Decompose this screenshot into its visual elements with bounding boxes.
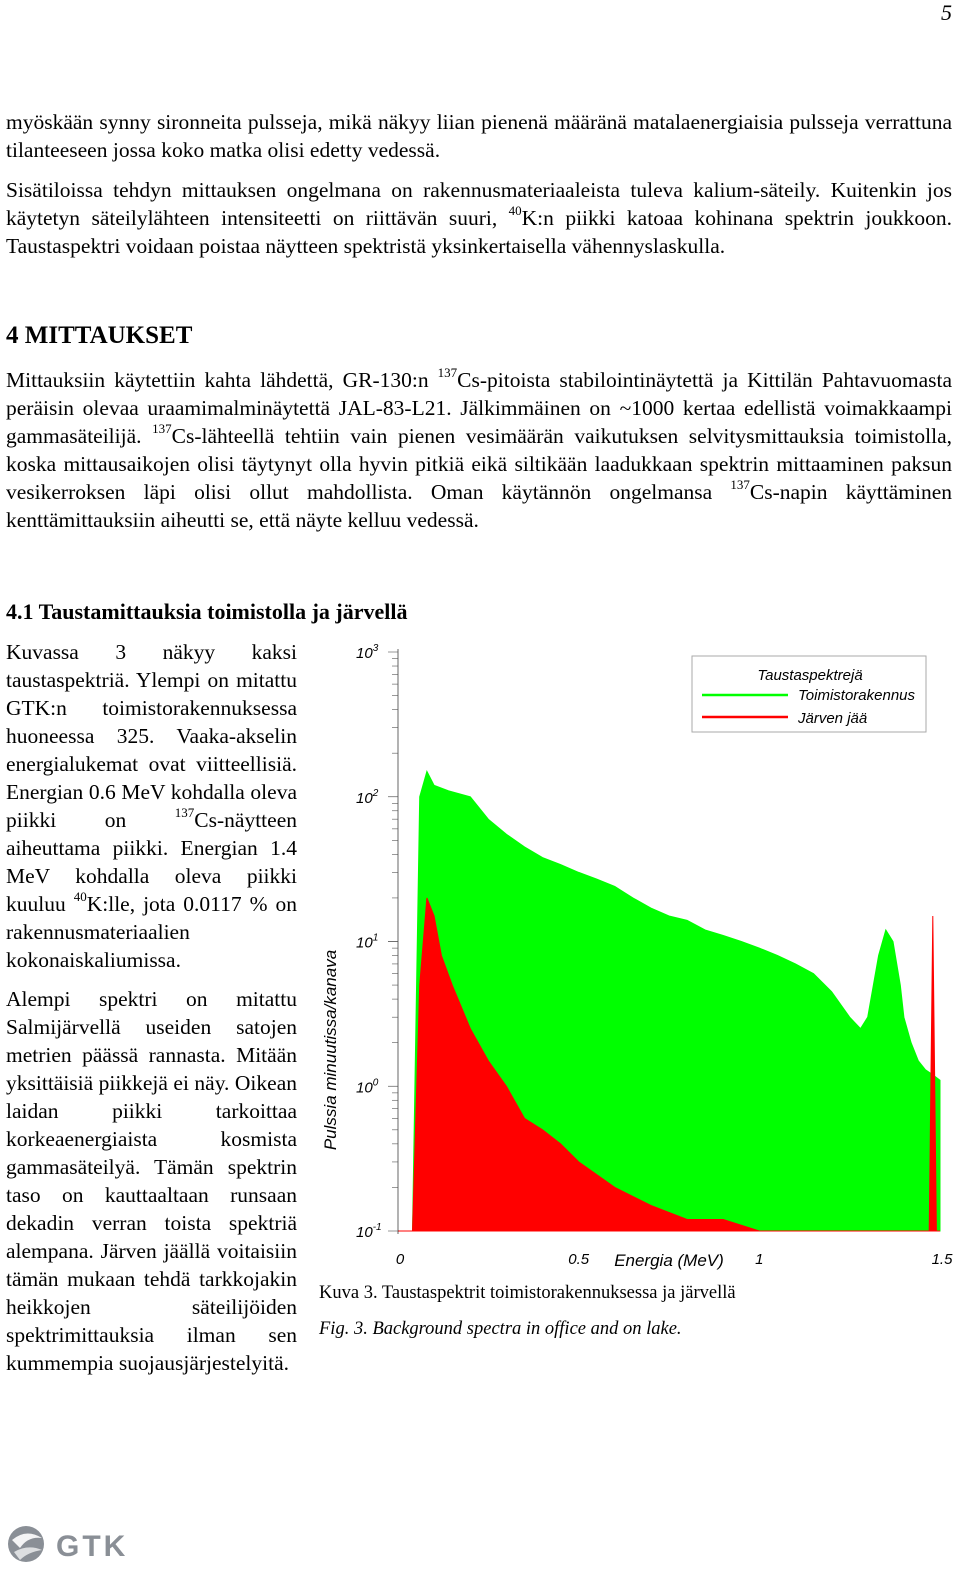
y-tick-label-1: $10^2$ <box>356 787 379 807</box>
lc-sup-2: 40 <box>73 888 87 904</box>
left-paragraph-2: Alempi spektri on mitattu Salmijärvellä useiden satojen metrien päässä rannasta. Mitään yksittäisiä piikkejä ei näy. Oikean laidan piikki tarkoittaa korkeaenergiaista kosmista gammasäteilyä. Tämän spektrin taso on kauttaaltaan runsaan dekadin verran toista spektriä alempana. Järven jäällä voitaisiin tämän mukaan tehdä tarkkojakin heikkojen säteilijöiden spektrimittauksia ilman sen kummempia suojausjärjestelyitä. <box>6 987 297 1375</box>
p3-sup-1: 137 <box>437 364 458 380</box>
x-tick-label-1: 0.5 <box>568 1251 590 1268</box>
plot-areas <box>398 771 940 1231</box>
left-column-text <box>6 638 297 1388</box>
p3-sup-2: 137 <box>152 420 172 436</box>
figure-caption-fi: Kuva 3. Taustaspektrit toimistorakennuksessa ja järvellä <box>319 1283 736 1303</box>
paragraph-2 <box>6 176 952 260</box>
legend-title: Taustaspektrejä <box>757 667 863 684</box>
gtk-logo-graphic <box>6 1522 146 1566</box>
chart-legend <box>692 656 926 732</box>
p2-sup: 40 <box>508 202 522 218</box>
paragraph-3 <box>6 366 952 534</box>
lc-text-c: K:lle, jota 0.0117 % on rakennusmateriaalien kokonaiskaliumissa. <box>6 892 297 972</box>
p3-text-c: Cs-lähteellä tehtiin vain pienen vesimäärän vaikutuksen selvitysmittauksia toimistolla, koska mittausaikojen olisi täytynyt olla hyvin pitkiä eikä siltikään laadukkaan spektrin mittaaminen paksun vesikerroksen läpi olisi ollut mahdollista. Oman käytännön ongelmansa <box>6 424 952 504</box>
p3-text-d: Cs-napin käyttäminen kenttämittauksiin aiheutti se, että näyte kelluu vedessä. <box>6 480 953 532</box>
figure-caption-en: Fig. 3. Background spectra in office and on lake. <box>319 1319 682 1339</box>
lc-sup-1: 137 <box>174 804 195 820</box>
p2-text-b: K:n piikki katoaa kohinana spektrin joukkoon. Taustaspektri voidaan poistaa näytteen spektristä yksinkertaisella vähennyslaskulla. <box>6 206 952 258</box>
section-4-heading: 4 MITTAUKSET <box>6 322 193 349</box>
left-paragraph-1 <box>6 638 297 974</box>
p3-sup-3: 137 <box>730 476 750 492</box>
lc-text-b: Cs-näytteen aiheuttama piikki. Energian 1.4 MeV kohdalla oleva piikki kuuluu <box>6 808 297 916</box>
y-axis-labels <box>356 643 382 1241</box>
spectrum-chart <box>310 634 960 1274</box>
gtk-logo <box>6 1522 146 1571</box>
p2-text-a: Sisätiloissa tehdyn mittauksen ongelmana on rakennusmateriaaleista tuleva kalium-säteily. Kuitenkin jos käytetyn säteilylähteen intensiteetti on riittävän suuri, <box>6 178 952 230</box>
logo-text: GTK <box>56 1530 129 1563</box>
y-tick-label-4: $10^{-1}$ <box>356 1222 382 1241</box>
p3-text-b: Cs-pitoista stabilointinäytettä ja Kittilän Pahtavuomasta peräisin olevaa uraamimalminäytettä JAL-83-L21. Jälkimmäinen on ~1000 kertaa edellistä voimakkaampi gammasäteilijä. <box>6 368 952 448</box>
x-tick-label-0: 0 <box>395 1251 405 1268</box>
y-tick-label-3: $10^0$ <box>356 1077 379 1097</box>
p3-text-a: Mittauksiin käytettiin kahta lähdettä, GR-130:n <box>6 368 438 392</box>
x-axis-title: Energia (MeV) <box>614 1251 724 1270</box>
y-axis-title: Pulssia minuutissa/kanava <box>321 949 340 1151</box>
section-4-1-heading: 4.1 Taustamittauksia toimistolla ja järvellä <box>6 599 408 624</box>
logo-emblem-icon <box>8 1526 44 1562</box>
legend-label-jarvi: Järven jää <box>798 710 868 727</box>
x-tick-label-2: 1 <box>755 1251 764 1268</box>
page-number: 5 <box>941 0 952 25</box>
y-minor-ticks <box>388 652 398 1231</box>
lc-text-a: Kuvassa 3 näkyy kaksi taustaspektriä. Ylempi on mitattu GTK:n toimistorakennuksessa huoneessa 325. Vaaka-akselin energialukemat ovat viitteellisiä. Energian 0.6 MeV kohdalla oleva piikki on <box>6 640 297 832</box>
paragraph-1: myöskään synny sironneita pulsseja, mikä näkyy liian pienenä määränä matalaenergiaisia pulsseja verrattuna tilanteeseen jossa koko matka olisi edetty vedessä. <box>6 110 952 162</box>
x-tick-label-3: 1.5 <box>931 1251 953 1268</box>
legend-label-toimisto: Toimistorakennus <box>798 687 916 704</box>
y-tick-label-0: $10^3$ <box>356 643 379 662</box>
y-tick-label-2: $10^1$ <box>356 932 379 952</box>
